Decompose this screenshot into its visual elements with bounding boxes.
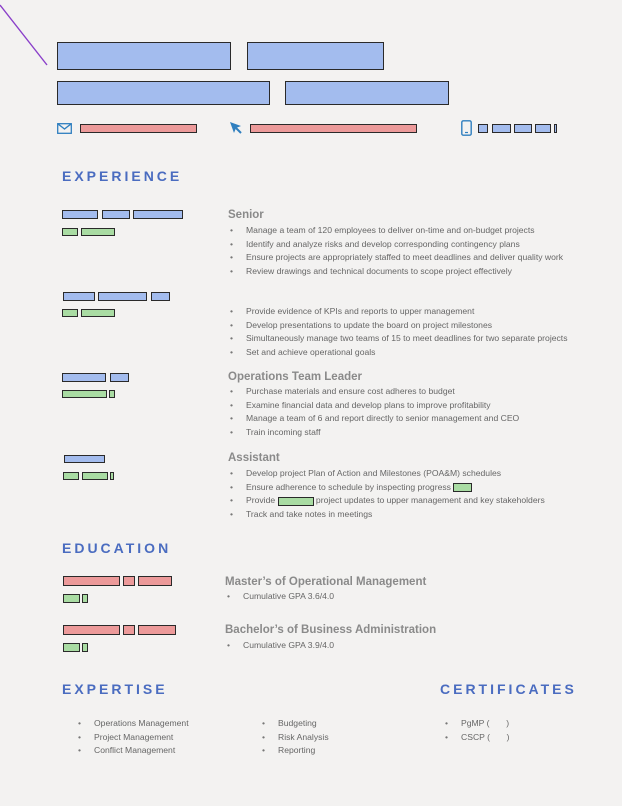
job4-date-redacted — [82, 472, 108, 480]
edu1-date-redacted — [82, 594, 88, 603]
list-item: • Train incoming staff — [228, 426, 519, 440]
job3-company-redacted — [110, 373, 129, 382]
list-item: • Cumulative GPA 3.9/4.0 — [225, 639, 334, 653]
job2-bullets — [228, 305, 568, 360]
section-title-certificates: CERTIFICATES — [440, 681, 577, 697]
job2-company-redacted — [151, 292, 170, 301]
job2-date-redacted — [62, 309, 78, 317]
edu2-school-redacted — [123, 625, 135, 635]
job4-date-redacted — [63, 472, 79, 480]
list-item: • Budgeting — [260, 717, 329, 731]
job1-date-redacted — [81, 228, 115, 236]
job1-date-redacted — [62, 228, 78, 236]
list-item: • Purchase materials and ensure cost adheres to budget — [228, 385, 519, 399]
list-item: • Develop project Plan of Action and Milestones (POA&M) schedules — [228, 467, 545, 481]
cursor-icon — [229, 121, 243, 135]
phone-redacted-5[interactable] — [554, 124, 557, 133]
list-item: • Operations Management — [76, 717, 189, 731]
job2-company-redacted — [98, 292, 147, 301]
bullet-text: project updates to upper management and key stakeholders — [315, 495, 545, 506]
name-last-redacted — [247, 42, 384, 70]
envelope-icon — [57, 123, 72, 134]
phone-redacted-1[interactable] — [478, 124, 488, 133]
job3-date-redacted — [62, 390, 107, 398]
list-item: • Review drawings and technical documents to scope project effectively — [228, 265, 563, 279]
phone-redacted-3[interactable] — [514, 124, 532, 133]
list-item: • Project Management — [76, 731, 189, 745]
headline-part1-redacted — [57, 81, 270, 105]
job1-company-redacted — [102, 210, 130, 219]
list-item: • PgMP ( ) — [443, 717, 510, 731]
redacted-inline — [278, 497, 314, 506]
list-item: • Provide evidence of KPIs and reports to upper management — [228, 305, 568, 319]
edu1-date-redacted — [63, 594, 80, 603]
edu2-school-redacted — [138, 625, 176, 635]
list-item — [228, 494, 545, 508]
job4-date-redacted — [110, 472, 114, 480]
job3-bullets — [228, 385, 519, 440]
list-item: • Identify and analyze risks and develop corresponding contingency plans — [228, 238, 563, 252]
expertise-list-1 — [76, 717, 189, 758]
job4-company-redacted — [64, 455, 105, 463]
expertise-list-2 — [260, 717, 329, 758]
bullet-text: Ensure adherence to schedule by inspecting progress — [246, 481, 451, 492]
email-redacted[interactable] — [80, 124, 197, 133]
bullet-text: Provide — [246, 495, 276, 506]
list-item: • Examine financial data and develop plans to improve profitability — [228, 399, 519, 413]
list-item: • Manage a team of 120 employees to deliver on-time and on-budget projects — [228, 224, 563, 238]
job3-date-redacted — [109, 390, 115, 398]
job3-title: Operations Team Leader — [228, 371, 362, 383]
list-item — [228, 481, 545, 495]
list-item: • Risk Analysis — [260, 731, 329, 745]
edu1-school-redacted — [63, 576, 120, 586]
list-item: • Reporting — [260, 744, 329, 758]
certificates-list — [443, 717, 510, 744]
name-first-redacted — [57, 42, 231, 70]
list-item: • Set and achieve operational goals — [228, 346, 568, 360]
job2-company-redacted — [63, 292, 95, 301]
list-item: • Ensure projects are appropriately staffed to meet deadlines and deliver quality work — [228, 251, 563, 265]
edu2-school-redacted — [63, 625, 120, 635]
job1-bullets — [228, 224, 563, 279]
section-title-expertise: EXPERTISE — [62, 681, 168, 697]
edu2-details — [225, 639, 334, 653]
edu1-school-redacted — [138, 576, 172, 586]
redacted-inline — [453, 483, 472, 492]
edu1-details — [225, 590, 334, 604]
list-item: • Cumulative GPA 3.6/4.0 — [225, 590, 334, 604]
list-item: • CSCP ( ) — [443, 731, 510, 745]
list-item: • Develop presentations to update the board on project milestones — [228, 319, 568, 333]
list-item: • Simultaneously manage two teams of 15 to meet deadlines for two separate projects — [228, 332, 568, 346]
job1-company-redacted — [133, 210, 183, 219]
corner-accent-line — [0, 0, 60, 75]
section-title-education: EDUCATION — [62, 540, 172, 556]
job3-company-redacted — [62, 373, 106, 382]
section-title-experience: EXPERIENCE — [62, 168, 183, 184]
edu2-date-redacted — [82, 643, 88, 652]
edu1-school-redacted — [123, 576, 135, 586]
location-redacted — [250, 124, 417, 133]
phone-icon — [461, 120, 472, 136]
job1-company-redacted — [62, 210, 98, 219]
job4-bullets — [228, 467, 545, 522]
job1-title: Senior — [228, 209, 264, 221]
edu2-degree: Bachelor’s of Business Administration — [225, 624, 437, 636]
headline-part2-redacted — [285, 81, 449, 105]
phone-redacted-2[interactable] — [492, 124, 511, 133]
list-item: • Conflict Management — [76, 744, 189, 758]
phone-redacted-4[interactable] — [535, 124, 551, 133]
list-item: • Track and take notes in meetings — [228, 508, 545, 522]
list-item: • Manage a team of 6 and report directly to senior management and CEO — [228, 412, 519, 426]
job4-title: Assistant — [228, 452, 280, 464]
edu2-date-redacted — [63, 643, 80, 652]
job2-date-redacted — [81, 309, 115, 317]
edu1-degree: Master’s of Operational Management — [225, 576, 427, 588]
